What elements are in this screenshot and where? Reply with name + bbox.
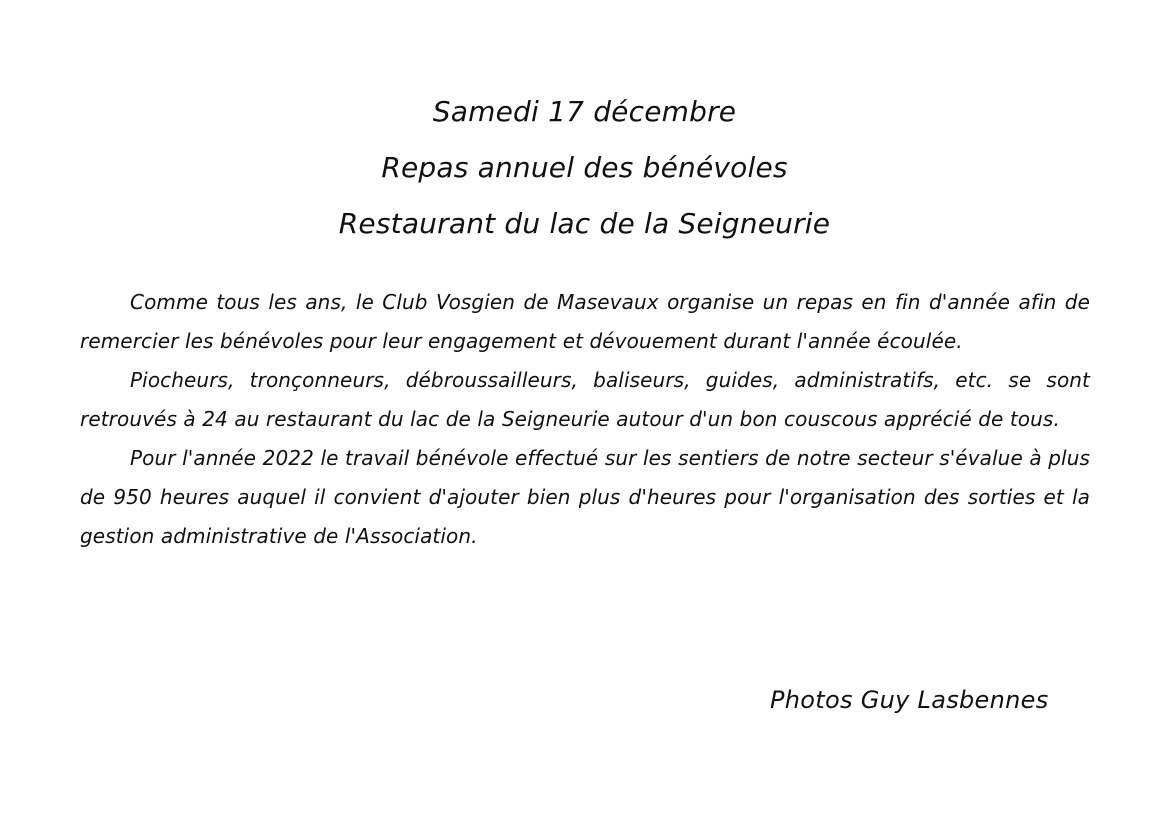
paragraph-hours: Pour l'année 2022 le travail bénévole effectué sur les sentiers de notre secteur s'évalue à plus de 950 heures auquel il convient d'ajouter bien plus d'heures pour l'organisation des sorties et la gestion administrative de l'Association.: [80, 446, 1090, 548]
title-event: Repas annuel des bénévoles: [381, 151, 788, 184]
title-date: Samedi 17 décembre: [432, 95, 737, 128]
paragraph-volunteers: Piocheurs, tronçonneurs, débroussailleurs, baliseurs, guides, administratifs, etc. se sont retrouvés à 24 au restaurant du lac de la Seigneurie autour d'un bon couscous apprécié de tous.: [80, 368, 1090, 431]
photo-credit: Photos Guy Lasbennes: [770, 686, 1049, 714]
title-venue: Restaurant du lac de la Seigneurie: [338, 207, 831, 240]
paragraph-intro: Comme tous les ans, le Club Vosgien de Masevaux organise un repas en fin d'année afin de remercier les bénévoles pour leur engagement et dévouement durant l'année écoulée.: [80, 290, 1090, 353]
title-block: [0, 84, 1169, 252]
body-text: [80, 283, 1090, 556]
